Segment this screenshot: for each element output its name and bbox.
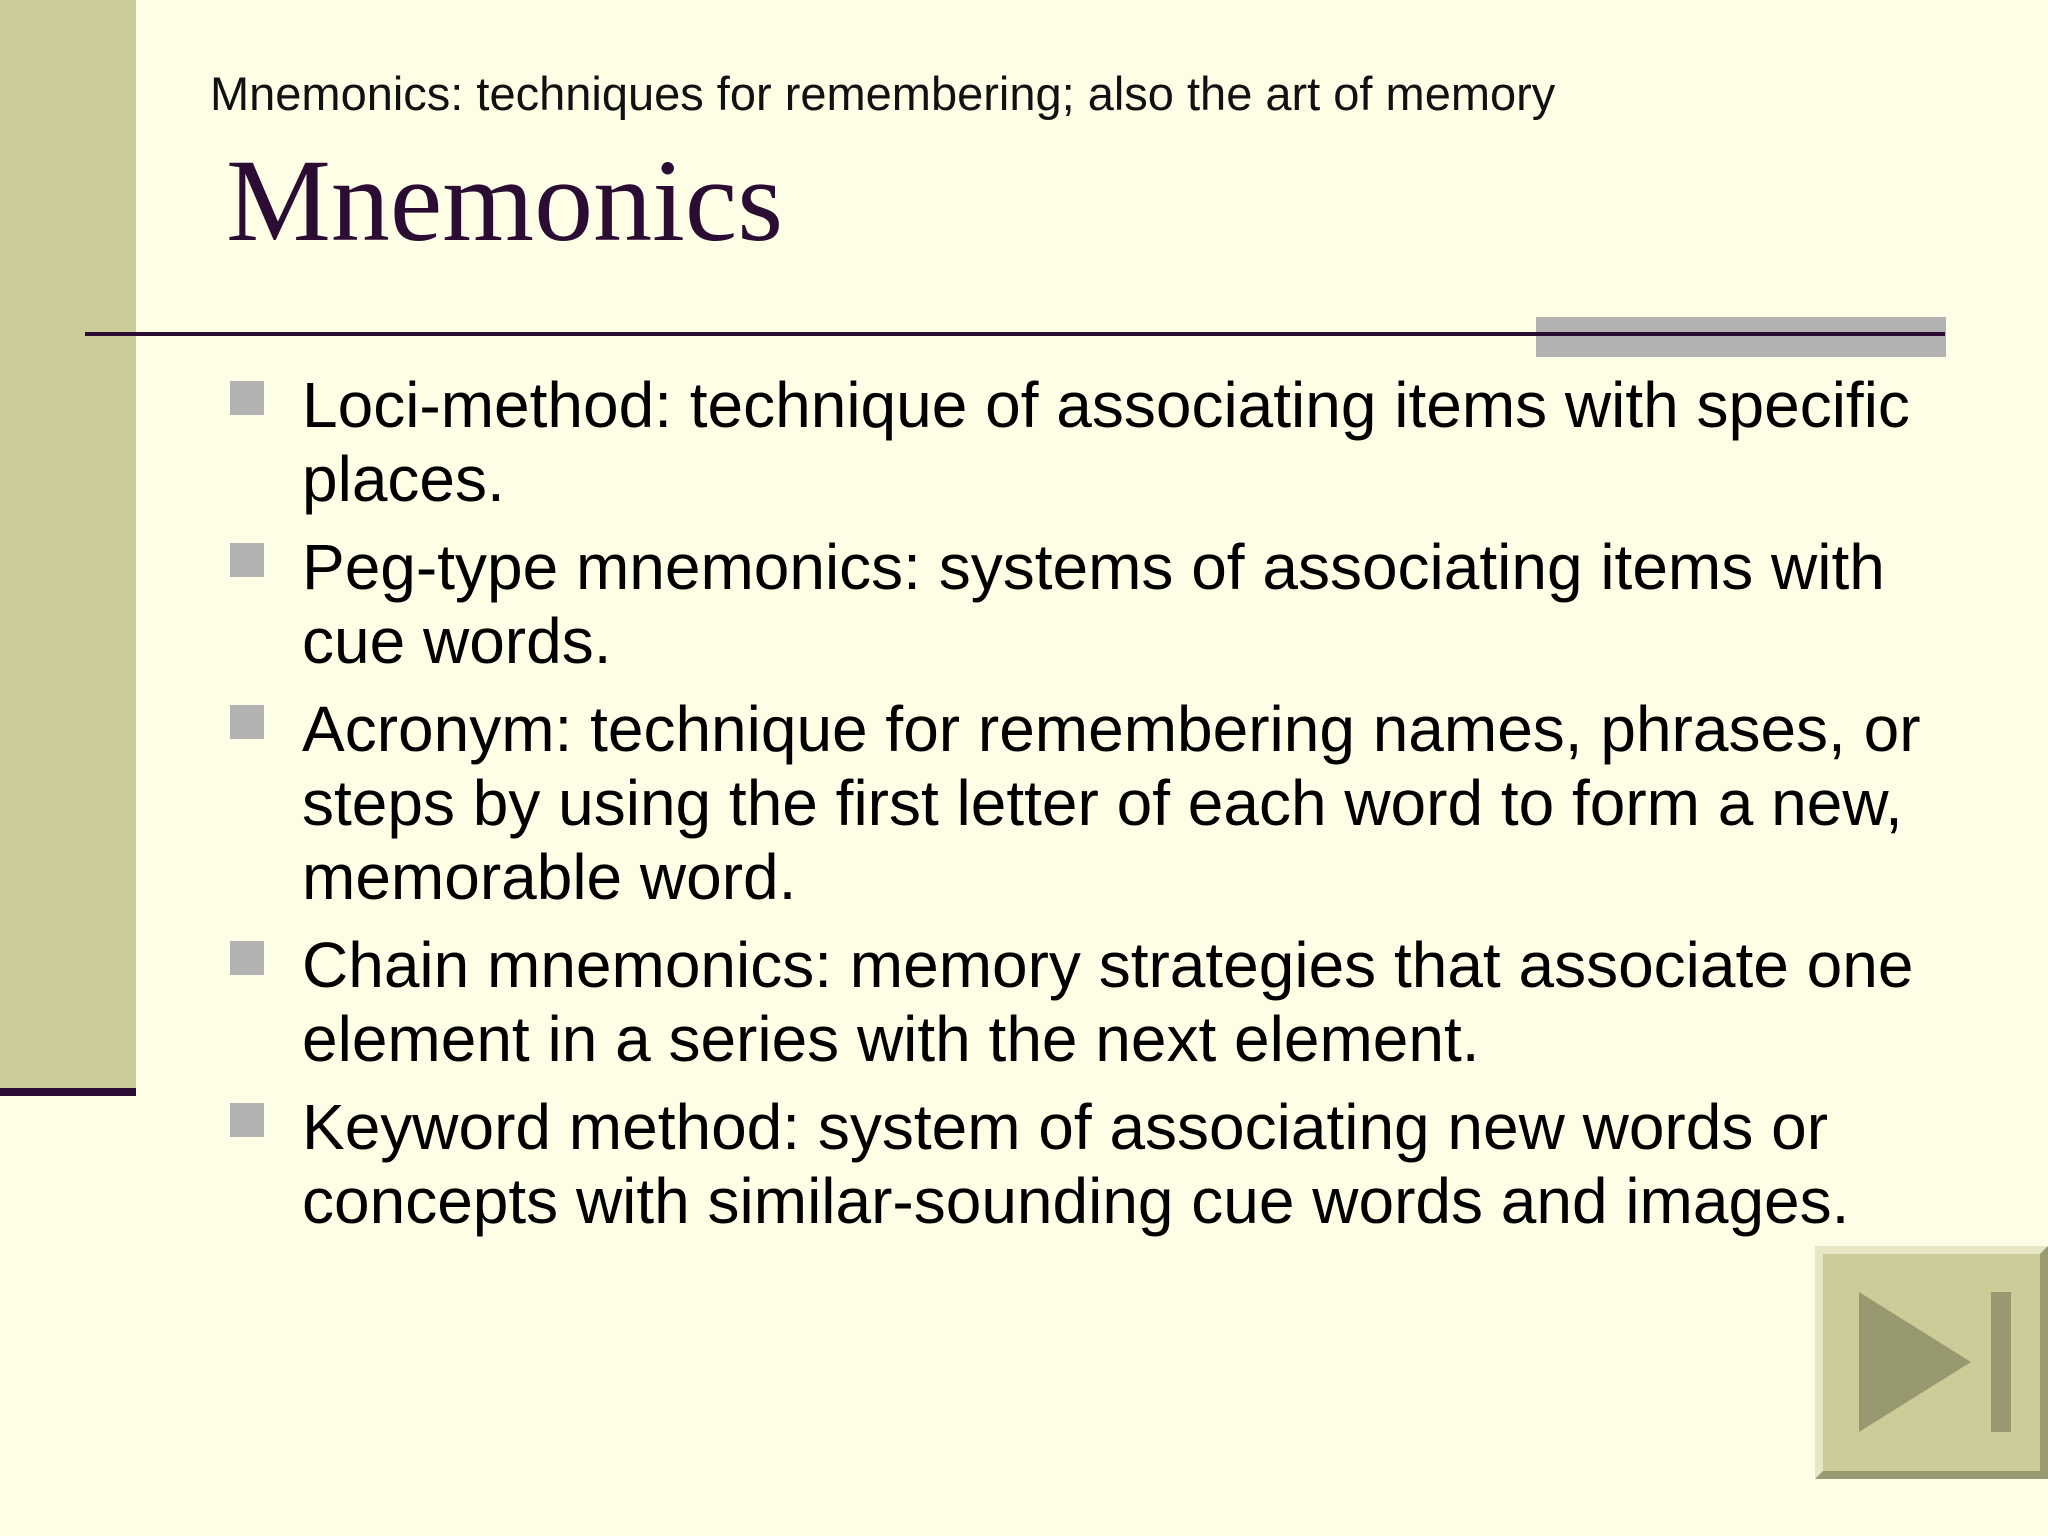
square-bullet-icon — [230, 705, 264, 739]
bullet-item-chain — [230, 928, 1930, 1076]
bullet-item-keyword — [230, 1090, 1930, 1238]
square-bullet-icon — [230, 381, 264, 415]
bullet-item-loci — [230, 368, 1930, 516]
title-rule — [85, 332, 1945, 336]
square-bullet-icon — [230, 941, 264, 975]
next-slide-icon — [1823, 1254, 2040, 1471]
bullet-list — [230, 368, 1930, 1252]
square-bullet-icon — [230, 543, 264, 577]
bullet-text: Loci-method: technique of associating items with specific places. — [302, 369, 1910, 515]
bullet-text: Acronym: technique for remembering names, phrases, or steps by using the first letter of each word to form a new, memorable word. — [302, 693, 1921, 913]
square-bullet-icon — [230, 1103, 264, 1137]
slide-subtitle: Mnemonics: techniques for remembering; also the art of memory — [210, 67, 1556, 120]
bullet-text: Peg-type mnemonics: systems of associating items with cue words. — [302, 531, 1885, 677]
bullet-item-peg — [230, 530, 1930, 678]
title-rule-accent — [1536, 317, 1946, 357]
bullet-text: Keyword method: system of associating new words or concepts with similar-sounding cue words and images. — [302, 1091, 1850, 1237]
bullet-item-acronym — [230, 692, 1930, 914]
bullet-text: Chain mnemonics: memory strategies that associate one element in a series with the next element. — [302, 929, 1914, 1075]
slide-title: Mnemonics — [226, 135, 784, 266]
left-accent-bar — [0, 0, 136, 1088]
next-slide-button[interactable] — [1815, 1246, 2048, 1479]
left-accent-line — [0, 1088, 136, 1096]
